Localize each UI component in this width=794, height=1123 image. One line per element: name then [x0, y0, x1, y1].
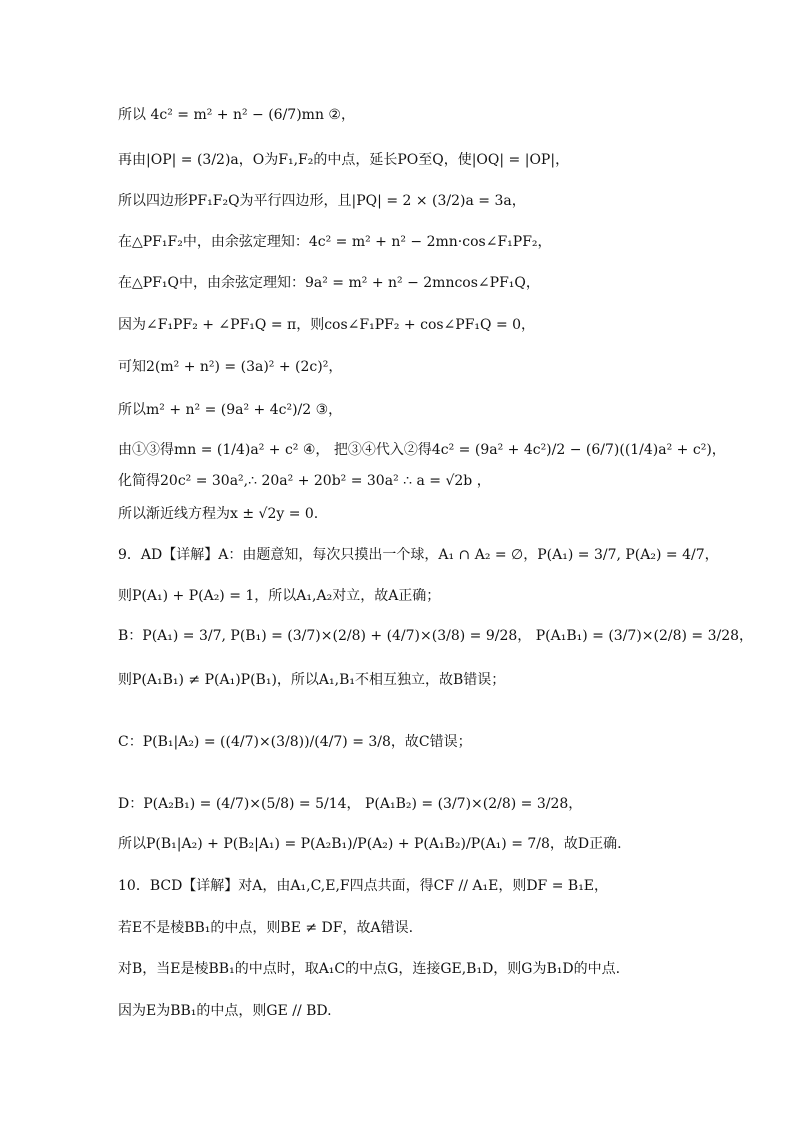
- text-line: 因为∠F₁PF₂ + ∠PF₁Q = π，则cos∠F₁PF₂ + cos∠PF₁Q = 0，: [118, 317, 536, 333]
- text-line: 在△PF₁Q中，由余弦定理知：9a² = m² + n² − 2mncos∠PF₁Q，: [118, 275, 540, 291]
- text-line: 对B，当E是棱BB₁的中点时，取A₁C的中点G，连接GE,B₁D，则G为B₁D的中点.: [118, 961, 621, 977]
- text-line: 所以四边形PF₁F₂Q为平行四边形，且|PQ| = 2 × (3/2)a = 3a，: [118, 193, 526, 209]
- question-10-line: 10．BCD【详解】对A，由A₁,C,E,F四点共面，得CF // A₁E，则DF = B₁E，: [118, 878, 609, 894]
- question-9-line: 9．AD【详解】A：由题意知，每次只摸出一个球，A₁ ∩ A₂ = ∅，P(A₁) = 3/7, P(A₂) = 4/7，: [118, 547, 719, 563]
- text-line: 若E不是棱BB₁的中点，则BE ≠ DF，故A错误.: [118, 920, 414, 936]
- text-line: 所以 4c² = m² + n² − (6/7)mn ②，: [118, 107, 355, 123]
- text-line: 则P(A₁B₁) ≠ P(A₁)P(B₁)，所以A₁,B₁不相互独立，故B错误；: [118, 672, 506, 688]
- text-line: 可知2(m² + n²) = (3a)² + (2c)²，: [118, 359, 343, 375]
- text-line: 所以m² + n² = (9a² + 4c²)/2 ③，: [118, 402, 343, 418]
- text-line: C：P(B₁|A₂) = ((4/7)×(3/8))/(4/7) = 3/8，故C错误；: [118, 734, 472, 750]
- text-line: 所以渐近线方程为x ± √2y = 0.: [118, 506, 319, 522]
- text-line: D：P(A₂B₁) = (4/7)×(5/8) = 5/14， P(A₁B₂) = (3/7)×(2/8) = 3/28，: [118, 796, 583, 812]
- text-line: 所以P(B₁|A₂) + P(B₂|A₁) = P(A₂B₁)/P(A₂) + P(A₁B₂)/P(A₁) = 7/8，故D正确.: [118, 836, 622, 852]
- text-line: 化简得20c² = 30a²,∴ 20a² + 20b² = 30a² ∴ a = √2b ，: [118, 473, 491, 489]
- text-line: 由①③得mn = (1/4)a² + c² ④， 把③④代入②得4c² = (9a² + 4c²)/2 − (6/7)((1/4)a² + c²)，: [118, 442, 726, 458]
- text-line: B：P(A₁) = 3/7, P(B₁) = (3/7)×(2/8) + (4/7)×(3/8) = 9/28， P(A₁B₁) = (3/7)×(2/8) = 3/28，: [118, 628, 754, 644]
- text-line: 因为E为BB₁的中点，则GE // BD.: [118, 1003, 332, 1019]
- text-line: 则P(A₁) + P(A₂) = 1，所以A₁,A₂对立，故A正确；: [118, 588, 441, 604]
- text-line: 再由|OP| = (3/2)a，O为F₁,F₂的中点，延长PO至Q，使|OQ| = |OP|，: [118, 152, 570, 168]
- text-line: 在△PF₁F₂中，由余弦定理知：4c² = m² + n² − 2mn·cos∠F₁PF₂，: [118, 234, 552, 250]
